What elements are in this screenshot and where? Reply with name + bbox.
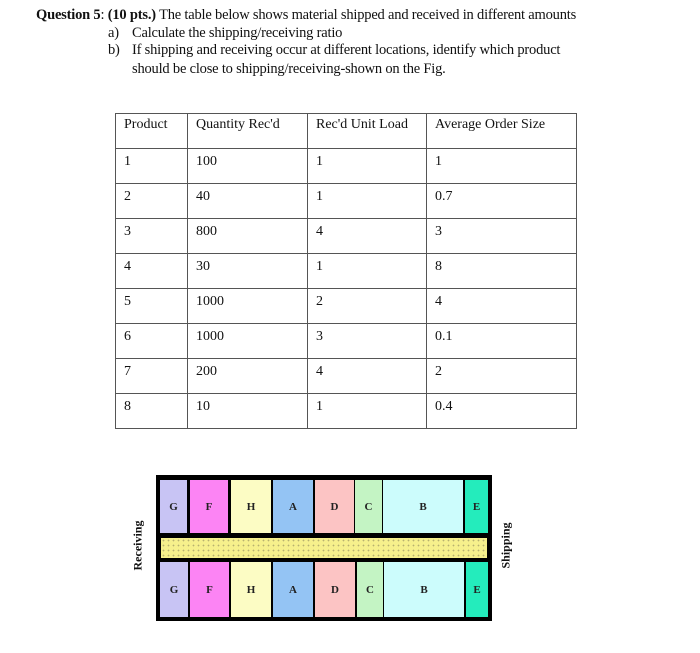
cell: 200 [188, 359, 308, 394]
block-label: B [419, 500, 427, 513]
table-row [116, 254, 577, 289]
question-points: (10 pts.) [107, 7, 156, 23]
cell: 1 [308, 394, 427, 429]
cell: 1000 [188, 324, 308, 359]
receiving-label: Receiving [130, 520, 145, 571]
storage-block-g [160, 480, 187, 533]
question-part-b-continuation: should be close to shipping/receiving-shown on the Fig. [132, 61, 446, 77]
aisle-conveyor [161, 538, 487, 558]
table-row [116, 324, 577, 359]
header-average-order-size: Average Order Size [427, 114, 577, 149]
storage-block-b [383, 480, 463, 533]
table-header-row [116, 114, 577, 149]
cell: 800 [188, 219, 308, 254]
top-storage-row [160, 480, 488, 533]
storage-block-e [466, 562, 488, 617]
cell: 0.7 [427, 184, 577, 219]
cell: 3 [427, 219, 577, 254]
question-heading: Question 5: (10 pts.) The table below shows material shipped and received in different amounts [36, 7, 577, 23]
question-intro: The table below shows material shipped and received in different amounts [159, 7, 577, 23]
warehouse-layout-figure [156, 475, 492, 621]
storage-block-f [190, 562, 229, 617]
header-quantity-recd: Quantity Rec'd [188, 114, 308, 149]
cell: 7 [116, 359, 188, 394]
question-number: Question 5 [36, 7, 101, 23]
block-label: E [472, 500, 481, 513]
table-row [116, 359, 577, 394]
table-row [116, 394, 577, 429]
part-a-marker: a) [108, 25, 119, 41]
table-row [116, 184, 577, 219]
block-label: G [169, 583, 179, 596]
storage-block-f [190, 480, 228, 533]
material-table [115, 113, 577, 429]
cell: 1000 [188, 289, 308, 324]
storage-block-g [160, 562, 188, 617]
block-label: F [205, 500, 213, 513]
part-a-text: Calculate the shipping/receiving ratio [132, 25, 343, 41]
cell: 2 [116, 184, 188, 219]
cell: 2 [308, 289, 427, 324]
cell: 1 [308, 184, 427, 219]
table-row [116, 289, 577, 324]
storage-block-h [231, 480, 271, 533]
shipping-label: Shipping [498, 522, 513, 569]
block-label: B [420, 583, 428, 596]
cell: 30 [188, 254, 308, 289]
block-label: C [366, 583, 374, 596]
cell: 10 [188, 394, 308, 429]
cell: 2 [427, 359, 577, 394]
block-label: D [331, 583, 339, 596]
cell: 1 [116, 149, 188, 184]
header-recd-unit-load: Rec'd Unit Load [308, 114, 427, 149]
storage-block-e [465, 480, 488, 533]
cell: 8 [116, 394, 188, 429]
cell: 4 [116, 254, 188, 289]
block-label: H [246, 500, 256, 513]
block-label: G [169, 500, 178, 513]
cell: 40 [188, 184, 308, 219]
cell: 1 [427, 149, 577, 184]
cell: 0.1 [427, 324, 577, 359]
cell: 5 [116, 289, 188, 324]
storage-block-b [384, 562, 464, 617]
storage-block-a [273, 562, 313, 617]
block-label: A [289, 500, 297, 513]
storage-block-h [231, 562, 271, 617]
cell: 1 [308, 149, 427, 184]
cell: 3 [116, 219, 188, 254]
block-label: F [206, 583, 213, 596]
cell: 4 [427, 289, 577, 324]
table-row [116, 149, 577, 184]
storage-block-d [315, 562, 355, 617]
cell: 8 [427, 254, 577, 289]
question-part-b [108, 42, 560, 59]
header-product: Product [116, 114, 188, 149]
bottom-storage-row [160, 562, 488, 617]
cell: 4 [308, 219, 427, 254]
block-label: H [246, 583, 256, 596]
cell: 100 [188, 149, 308, 184]
block-label: A [289, 583, 297, 596]
storage-block-c [357, 562, 383, 617]
storage-block-d [315, 480, 354, 533]
storage-block-a [273, 480, 313, 533]
block-label: E [473, 583, 481, 596]
cell: 3 [308, 324, 427, 359]
block-label: C [364, 500, 373, 513]
storage-block-c [355, 480, 382, 533]
question-part-a [108, 25, 342, 42]
table-row [116, 219, 577, 254]
cell: 0.4 [427, 394, 577, 429]
cell: 6 [116, 324, 188, 359]
part-b-text: If shipping and receiving occur at different locations, identify which product [132, 42, 561, 58]
cell: 4 [308, 359, 427, 394]
block-label: D [330, 500, 339, 513]
part-b-marker: b) [108, 42, 120, 58]
cell: 1 [308, 254, 427, 289]
